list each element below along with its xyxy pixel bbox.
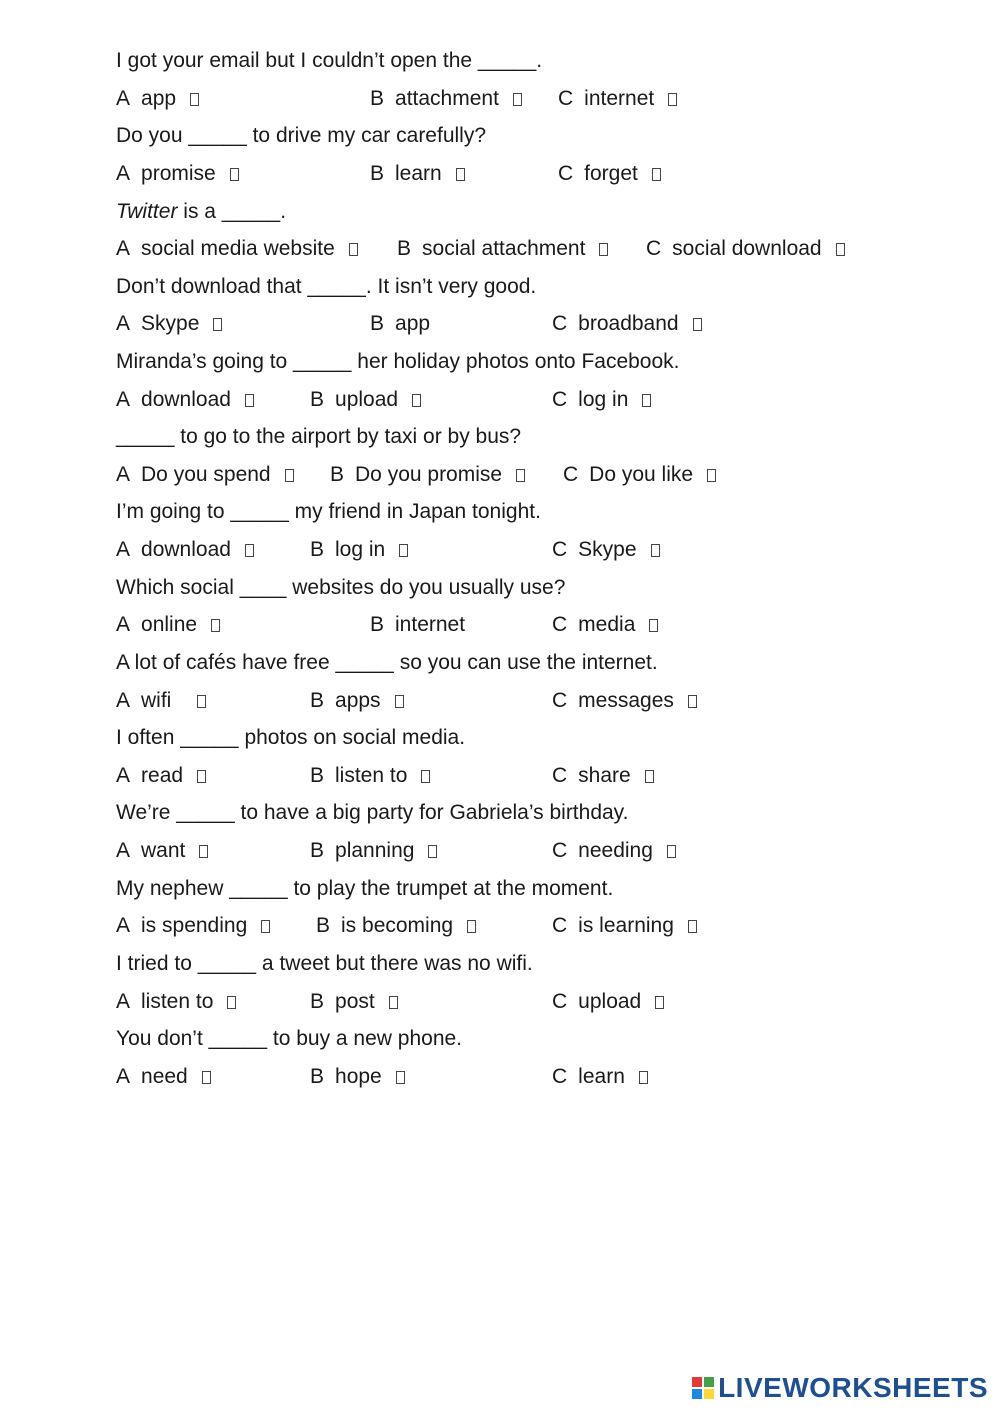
option-text: post [335, 990, 375, 1013]
question-text: I tried to _____ a tweet but there was no wifi. [116, 952, 533, 975]
option-text: log in [335, 538, 386, 561]
option-text: needing [578, 839, 653, 862]
option-text: upload [335, 388, 399, 411]
option-b[interactable] [370, 309, 430, 339]
option-text: download [141, 538, 231, 561]
option-letter: A [116, 237, 131, 260]
checkbox-icon[interactable] [693, 318, 702, 331]
option-a[interactable] [116, 460, 294, 490]
option-a[interactable] [116, 385, 254, 415]
checkbox-icon[interactable] [707, 469, 716, 482]
checkbox-icon[interactable] [639, 1071, 648, 1084]
option-b[interactable] [370, 610, 465, 640]
option-letter: C [552, 388, 568, 411]
option-text: attachment [395, 87, 499, 110]
option-text: wifi [141, 689, 172, 712]
option-text: social download [672, 237, 822, 260]
checkbox-icon[interactable] [513, 93, 522, 106]
option-c[interactable] [552, 385, 651, 415]
option-letter: B [397, 237, 412, 260]
checkbox-icon[interactable] [667, 845, 676, 858]
option-letter: C [552, 1065, 568, 1088]
option-b[interactable] [397, 234, 608, 264]
option-letter: B [310, 538, 325, 561]
question-text: You don’t _____ to buy a new phone. [116, 1027, 463, 1050]
option-text: hope [335, 1065, 382, 1088]
option-text: listen to [141, 990, 214, 1013]
question-text: _____ to go to the airport by taxi or by bus? [116, 425, 522, 448]
option-text: app [395, 312, 431, 335]
option-b[interactable] [310, 686, 404, 716]
option-letter: C [552, 839, 568, 862]
option-c[interactable] [552, 1062, 648, 1092]
option-a[interactable] [116, 911, 270, 941]
checkbox-icon[interactable] [516, 469, 525, 482]
option-a[interactable] [116, 686, 206, 716]
option-letter: C [552, 689, 568, 712]
option-a[interactable] [116, 761, 206, 791]
option-text: is becoming [341, 914, 454, 937]
checkbox-icon[interactable] [688, 695, 697, 708]
option-b[interactable] [310, 987, 398, 1017]
checkbox-icon[interactable] [197, 770, 206, 783]
option-letter: B [310, 689, 325, 712]
checkbox-icon[interactable] [197, 695, 206, 708]
option-text: Do you spend [141, 463, 271, 486]
question-text: I’m going to _____ my friend in Japan tonight. [116, 500, 541, 523]
question-italic-text: Twitter [116, 200, 178, 223]
option-text: is spending [141, 914, 248, 937]
option-letter: A [116, 990, 131, 1013]
option-a[interactable] [116, 535, 254, 565]
checkbox-icon[interactable] [230, 168, 239, 181]
option-letter: B [310, 1065, 325, 1088]
logo-square-icon [692, 1389, 702, 1399]
option-letter: C [552, 764, 568, 787]
option-letter: B [370, 162, 385, 185]
option-letter: A [116, 1065, 131, 1088]
option-text: social media website [141, 237, 335, 260]
option-c[interactable] [646, 234, 845, 264]
checkbox-icon[interactable] [645, 770, 654, 783]
option-letter: A [116, 312, 131, 335]
option-letter: C [563, 463, 579, 486]
option-text: read [141, 764, 184, 787]
option-b[interactable] [310, 836, 437, 866]
option-letter: B [370, 312, 385, 335]
checkbox-icon[interactable] [190, 93, 199, 106]
option-text: app [141, 87, 177, 110]
question-text: We’re _____ to have a big party for Gabriela’s birthday. [116, 801, 629, 824]
option-text: learn [395, 162, 442, 185]
checkbox-icon[interactable] [395, 695, 404, 708]
logo-square-icon [704, 1389, 714, 1399]
checkbox-icon[interactable] [456, 168, 465, 181]
option-letter: A [116, 538, 131, 561]
option-text: Do you promise [355, 463, 503, 486]
liveworksheets-logo-icon [692, 1377, 714, 1399]
question-text: I often _____ photos on social media. [116, 726, 466, 749]
checkbox-icon[interactable] [202, 1071, 211, 1084]
option-c[interactable] [558, 84, 677, 114]
option-text: share [578, 764, 631, 787]
option-c[interactable] [558, 159, 661, 189]
checkbox-icon[interactable] [467, 920, 476, 933]
option-c[interactable] [552, 686, 697, 716]
option-b[interactable] [316, 911, 476, 941]
option-letter: C [646, 237, 662, 260]
option-letter: B [310, 839, 325, 862]
option-letter: B [316, 914, 331, 937]
question-text: Don’t download that _____. It isn’t very good. [116, 275, 537, 298]
option-a[interactable] [116, 234, 358, 264]
checkbox-icon[interactable] [421, 770, 430, 783]
option-text: internet [584, 87, 655, 110]
question-text: A lot of cafés have free _____ so you can use the internet. [116, 651, 658, 674]
option-text: messages [578, 689, 674, 712]
option-c[interactable] [552, 911, 697, 941]
option-text: media [578, 613, 636, 636]
checkbox-icon[interactable] [245, 394, 254, 407]
option-b[interactable] [330, 460, 525, 490]
option-text: log in [578, 388, 629, 411]
question-text: My nephew _____ to play the trumpet at the moment. [116, 877, 614, 900]
option-letter: C [558, 87, 574, 110]
option-text: is learning [578, 914, 674, 937]
option-text: internet [395, 613, 466, 636]
option-text: Skype [578, 538, 637, 561]
option-text: online [141, 613, 198, 636]
option-text: Skype [141, 312, 200, 335]
checkbox-icon[interactable] [213, 318, 222, 331]
checkbox-icon[interactable] [642, 394, 651, 407]
footer-logo [692, 1373, 988, 1403]
question-text-rest: is a _____. [177, 200, 287, 223]
question-text: Which social ____ websites do you usually use? [116, 576, 566, 599]
option-letter: C [552, 914, 568, 937]
option-c[interactable] [552, 987, 664, 1017]
option-letter: A [116, 87, 131, 110]
option-letter: A [116, 162, 131, 185]
option-a[interactable] [116, 84, 199, 114]
option-letter: B [310, 990, 325, 1013]
option-b[interactable] [310, 1062, 405, 1092]
option-a[interactable] [116, 610, 220, 640]
option-a[interactable] [116, 836, 208, 866]
checkbox-icon[interactable] [668, 93, 677, 106]
option-c[interactable] [552, 610, 658, 640]
option-b[interactable] [310, 385, 421, 415]
option-b[interactable] [310, 535, 408, 565]
checkbox-icon[interactable] [199, 845, 208, 858]
option-c[interactable] [552, 761, 654, 791]
checkbox-icon[interactable] [211, 619, 220, 632]
question-text: Do you _____ to drive my car carefully? [116, 124, 487, 147]
option-letter: A [116, 914, 131, 937]
checkbox-icon[interactable] [285, 469, 294, 482]
option-text: want [141, 839, 186, 862]
checkbox-icon[interactable] [649, 619, 658, 632]
option-letter: C [558, 162, 574, 185]
option-letter: B [330, 463, 345, 486]
option-letter: A [116, 764, 131, 787]
logo-square-icon [704, 1377, 714, 1387]
checkbox-icon[interactable] [652, 168, 661, 181]
option-b[interactable] [370, 84, 522, 114]
option-text: upload [578, 990, 642, 1013]
option-c[interactable] [563, 460, 716, 490]
option-text: learn [578, 1065, 625, 1088]
option-text: download [141, 388, 231, 411]
option-text: planning [335, 839, 415, 862]
option-letter: C [552, 538, 568, 561]
checkbox-icon[interactable] [227, 996, 236, 1009]
option-b[interactable] [310, 761, 430, 791]
option-a[interactable] [116, 159, 239, 189]
option-text: promise [141, 162, 216, 185]
option-letter: C [552, 312, 568, 335]
option-letter: B [310, 764, 325, 787]
checkbox-icon[interactable] [245, 544, 254, 557]
option-text: forget [584, 162, 638, 185]
checkbox-icon[interactable] [836, 243, 845, 256]
option-letter: A [116, 689, 131, 712]
option-letter: A [116, 388, 131, 411]
checkbox-icon[interactable] [688, 920, 697, 933]
question-text: Miranda’s going to _____ her holiday photos onto Facebook. [116, 350, 680, 373]
checkbox-icon[interactable] [261, 920, 270, 933]
checkbox-icon[interactable] [412, 394, 421, 407]
option-a[interactable] [116, 987, 236, 1017]
option-b[interactable] [370, 159, 465, 189]
checkbox-icon[interactable] [655, 996, 664, 1009]
checkbox-icon[interactable] [349, 243, 358, 256]
option-letter: B [370, 613, 385, 636]
option-a[interactable] [116, 309, 222, 339]
question-text [116, 197, 286, 227]
option-text: need [141, 1065, 188, 1088]
option-letter: A [116, 613, 131, 636]
option-c[interactable] [552, 535, 660, 565]
logo-square-icon [692, 1377, 702, 1387]
checkbox-icon[interactable] [396, 1071, 405, 1084]
option-text: broadband [578, 312, 679, 335]
option-text: listen to [335, 764, 408, 787]
checkbox-icon[interactable] [599, 243, 608, 256]
option-letter: C [552, 613, 568, 636]
option-text: social attachment [422, 237, 586, 260]
checkbox-icon[interactable] [428, 845, 437, 858]
brand-name: LIVEWORKSHEETS [718, 1372, 988, 1403]
option-c[interactable] [552, 836, 676, 866]
checkbox-icon[interactable] [399, 544, 408, 557]
question-text: I got your email but I couldn’t open the _____. [116, 49, 543, 72]
option-a[interactable] [116, 1062, 211, 1092]
option-text: Do you like [589, 463, 694, 486]
option-letter: A [116, 463, 131, 486]
checkbox-icon[interactable] [651, 544, 660, 557]
option-text: apps [335, 689, 381, 712]
option-letter: B [370, 87, 385, 110]
option-letter: B [310, 388, 325, 411]
option-letter: C [552, 990, 568, 1013]
option-c[interactable] [552, 309, 702, 339]
checkbox-icon[interactable] [389, 996, 398, 1009]
option-letter: A [116, 839, 131, 862]
